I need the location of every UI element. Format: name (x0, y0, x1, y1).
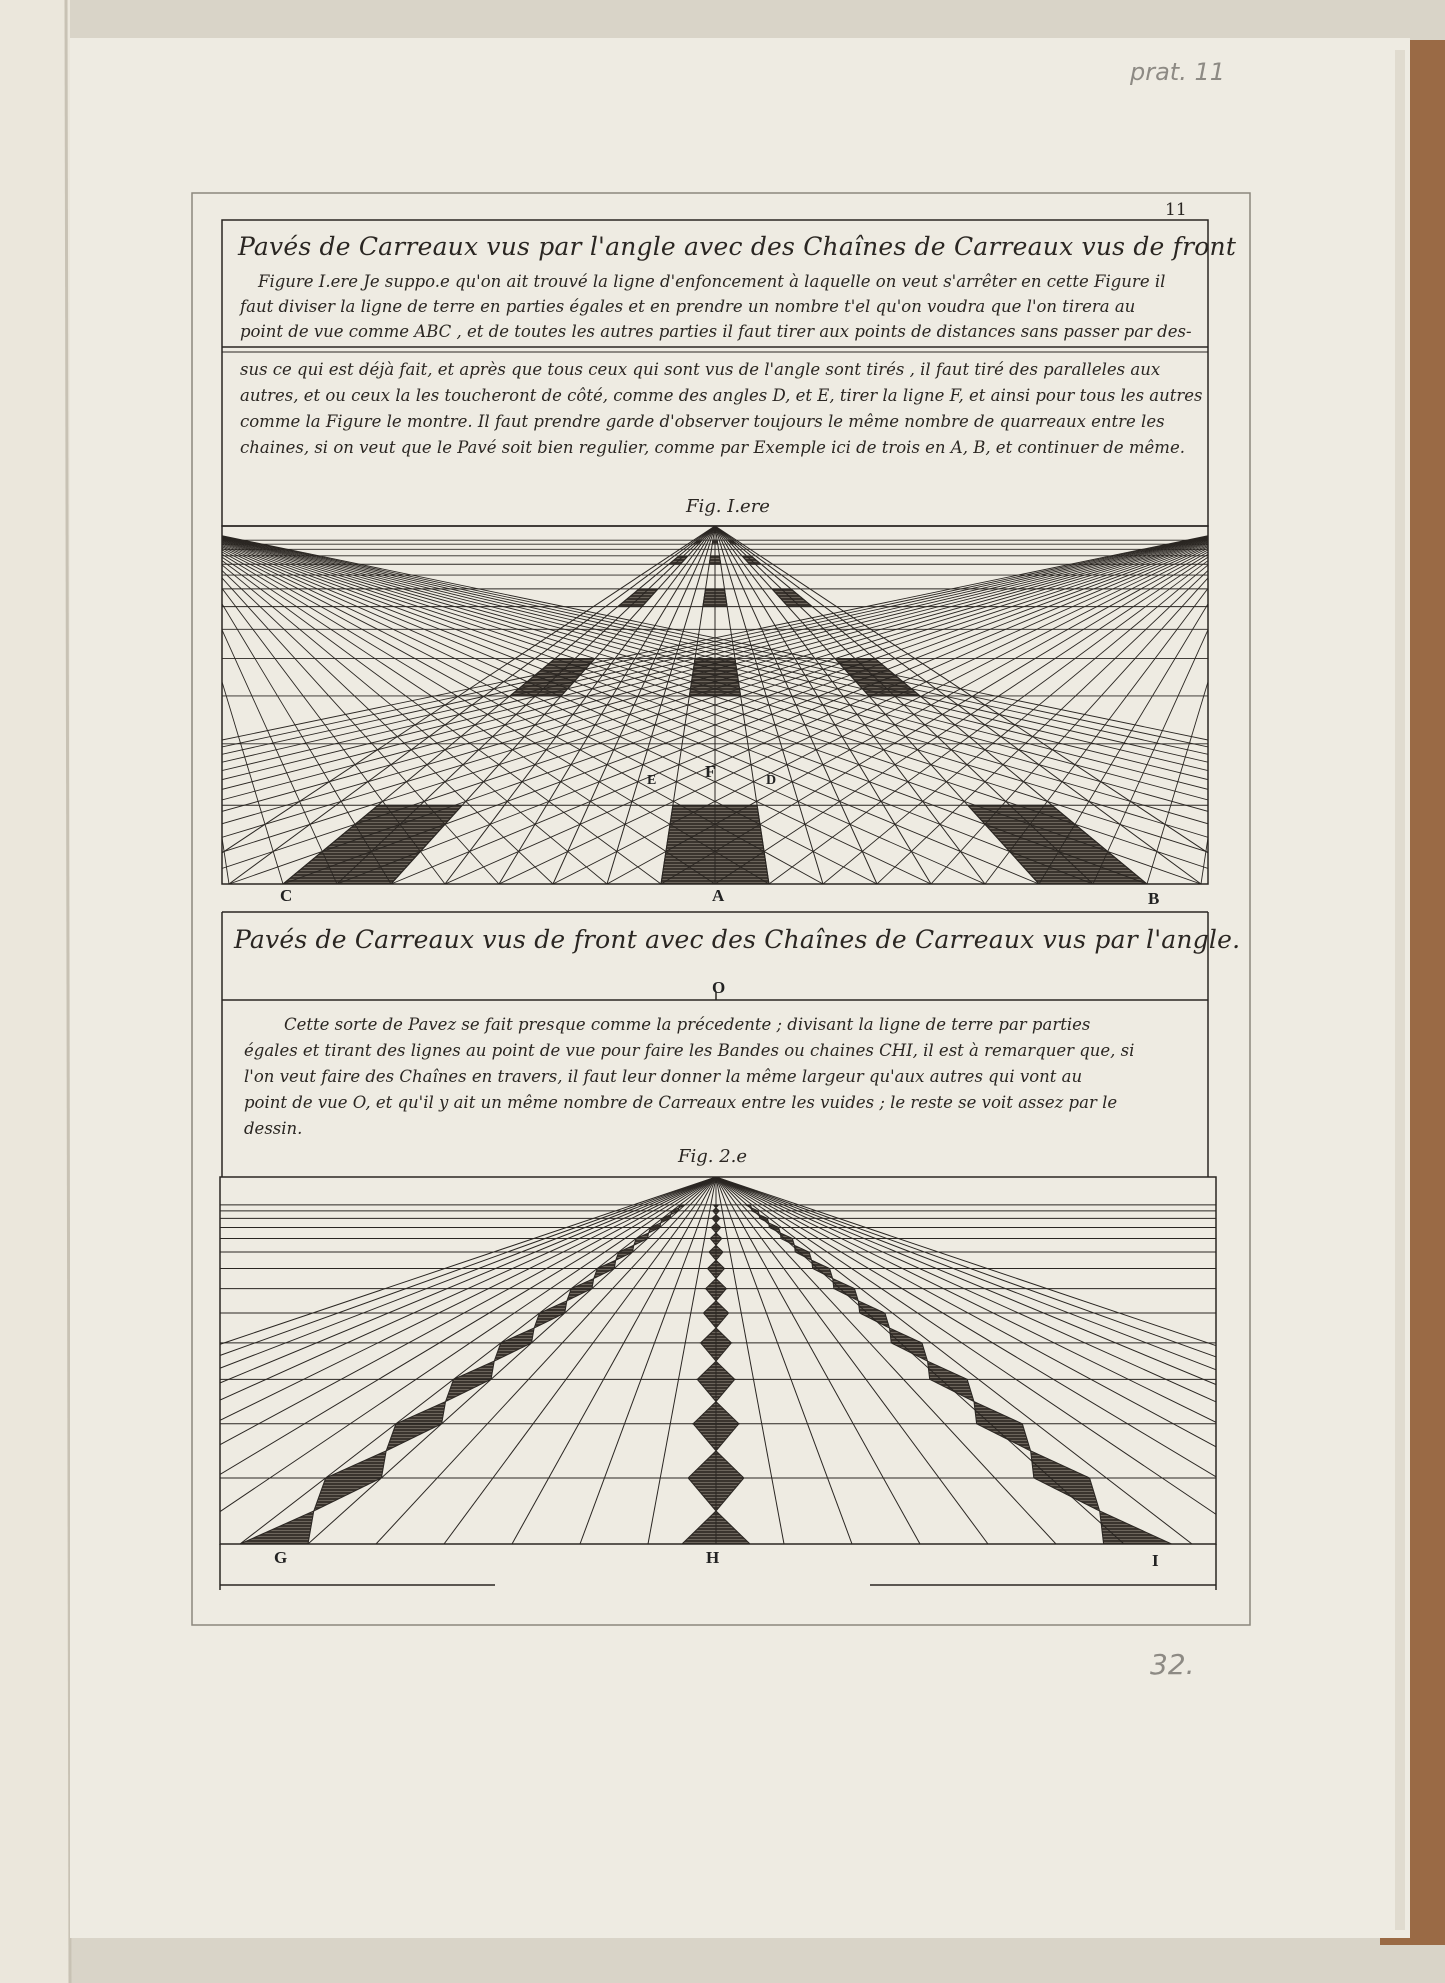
label-G: G (274, 1548, 288, 1567)
section2-line-5: dessin. (244, 1119, 303, 1138)
label-B: B (1148, 889, 1160, 908)
section1-line-7: chaines, si on veut que le Pavé soit bien regulier, comme par Exemple ici de trois en A, B, et continuer de même. (240, 438, 1185, 457)
section1-line-5: autres, et ou ceux la les toucheront de côté, comme des angles D, et E, tirer la ligne F, et ainsi pour tous les autres (240, 386, 1203, 405)
section1-line-1: Figure I.ere Je suppo.e qu'on ait trouvé la ligne d'enfoncement à laquelle on veut s'arrêter en cette Figure il (258, 272, 1166, 291)
section2-line-3: l'on veut faire des Chaînes en travers, il faut leur donner la même largeur qu'aux autres qui vont au (244, 1067, 1083, 1086)
left-page-edge (0, 0, 70, 1983)
label-F: F (705, 762, 716, 781)
section1-line-3: point de vue comme ABC , et de toutes les autres parties il faut tirer aux points de distances sans passer par des- (240, 322, 1192, 341)
section2-line-1: Cette sorte de Pavez se fait presque comme la précedente ; divisant la ligne de terre par parties (284, 1015, 1091, 1034)
label-A: A (712, 886, 725, 905)
section2-title: Pavés de Carreaux vus de front avec des Chaînes de Carreaux vus par l'angle. (234, 925, 1241, 954)
figure-1-label: Fig. I.ere (686, 496, 770, 517)
section2-line-4: point de vue O, et qu'il y ait un même nombre de Carreaux entre les vuides ; le reste se voit assez par le (244, 1093, 1118, 1112)
label-I: I (1152, 1551, 1159, 1570)
label-D: D (766, 773, 777, 788)
section1-title: Pavés de Carreaux vus par l'angle avec des Chaînes de Carreaux vus de front (238, 232, 1237, 261)
label-H: H (706, 1548, 720, 1567)
section1-line-2: faut diviser la ligne de terre en parties égales et en prendre un nombre t'el qu'on voudra que l'on tirera au (240, 297, 1136, 316)
label-E: E (647, 773, 657, 788)
figure-2-label: Fig. 2.e (678, 1146, 748, 1167)
plate-number: 11 (1165, 200, 1187, 220)
section1-line-4: sus ce qui est déjà fait, et après que tous ceux qui sont vus de l'angle sont tirés , il faut tiré des paralleles aux (240, 360, 1161, 379)
label-O: O (712, 978, 726, 997)
label-C: C (280, 886, 293, 905)
pencil-note-top: prat. 11 (1130, 58, 1226, 86)
section2-line-2: égales et tirant des lignes au point de vue pour faire les Bandes ou chaines CHI, il est à remarquer que, si (244, 1041, 1135, 1060)
pencil-note-bottom: 32. (1150, 1648, 1195, 1681)
section1-line-6: comme la Figure le montre. Il faut prendre garde d'observer toujours le même nombre de quarreaux entre les (240, 412, 1165, 431)
